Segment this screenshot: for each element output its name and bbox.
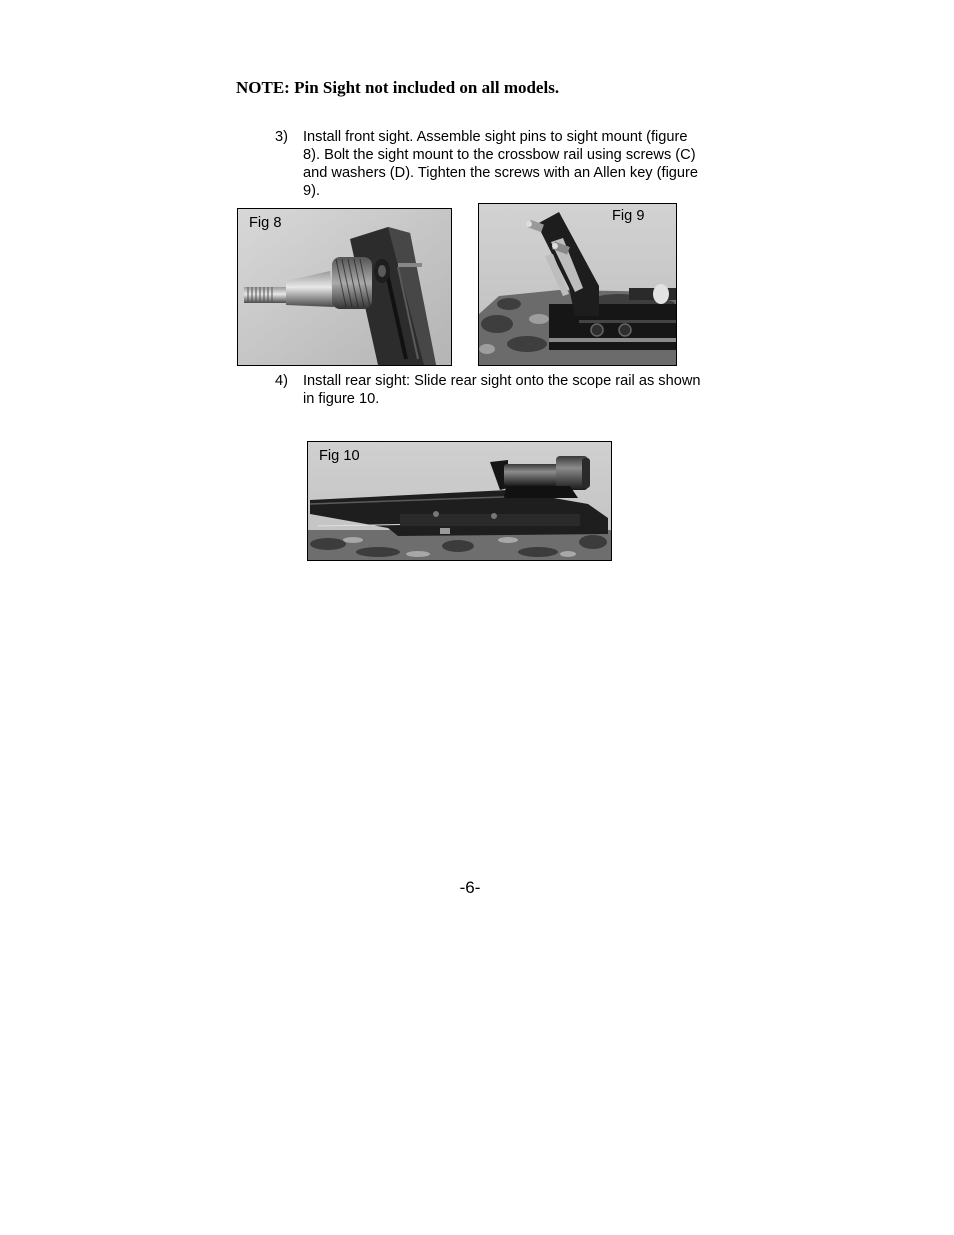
figure-10-photo	[307, 441, 612, 561]
figure-8-photo	[237, 208, 452, 366]
figure-9-label: Fig 9	[612, 208, 645, 224]
figure-9-photo	[478, 203, 677, 366]
page-number: -6-	[459, 878, 481, 897]
step-text: Install rear sight: Slide rear sight onto the scope rail as shown in figure 10.	[303, 373, 701, 407]
figure-10-label: Fig 10	[319, 448, 360, 464]
step-number: 3)	[275, 129, 288, 145]
sight-mount-photo-illustration	[479, 204, 676, 365]
figure-8-label: Fig 8	[249, 215, 282, 231]
step-text: Install front sight. Assemble sight pins to sight mount (figure 8). Bolt the sight mount to the crossbow rail using screws (C) and washers (D). Tighten the screws with an Allen key (figure 9).	[303, 129, 699, 199]
step-number: 4)	[275, 373, 288, 389]
sight-pin-photo-illustration	[238, 209, 451, 365]
note-heading: NOTE: Pin Sight not included on all models.	[236, 78, 560, 97]
